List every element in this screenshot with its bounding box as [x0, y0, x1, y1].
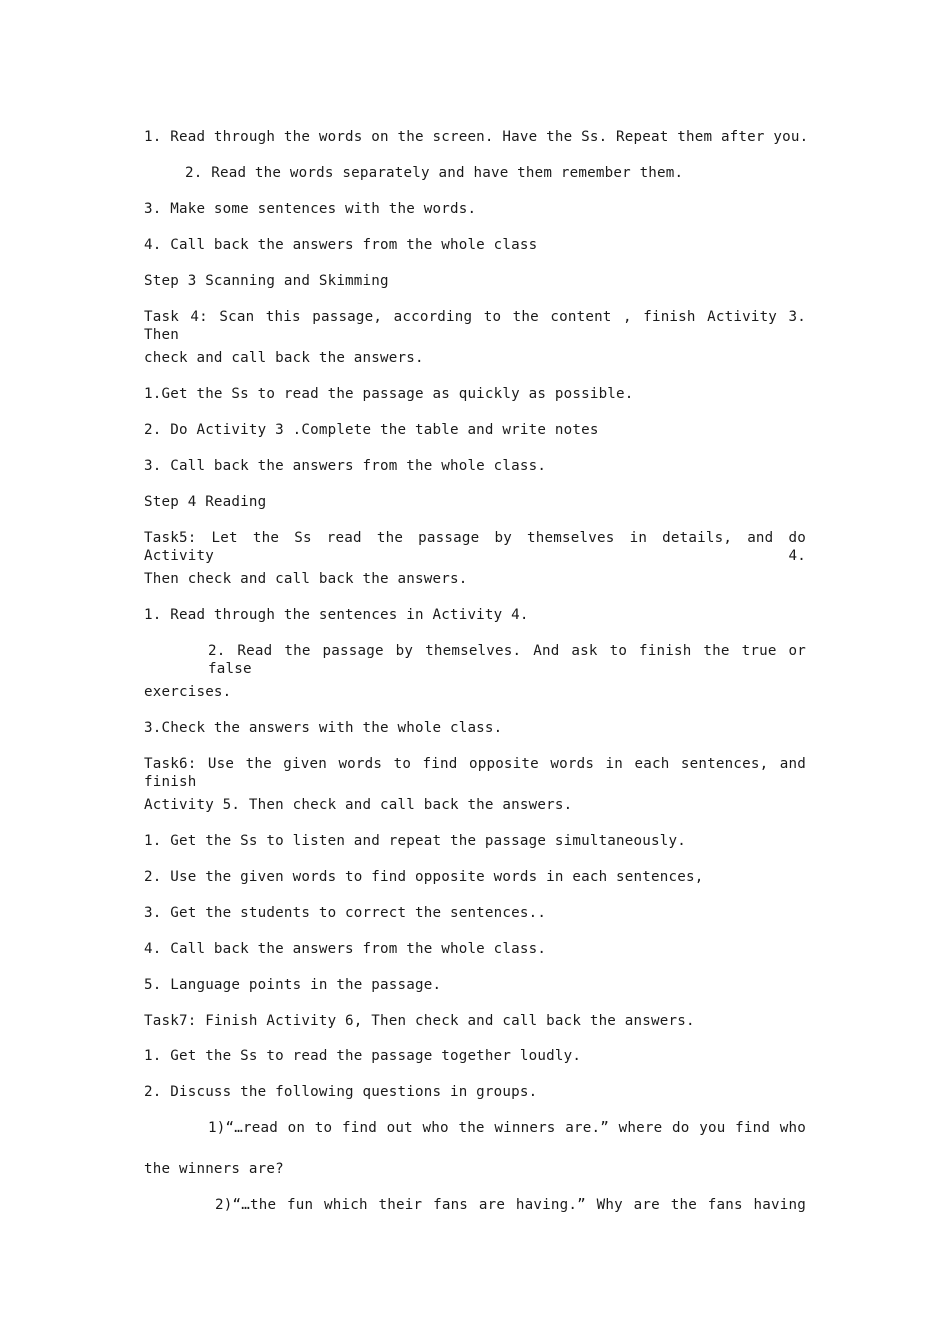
text-line: 2. Do Activity 3 .Complete the table and write notes	[144, 422, 599, 438]
section-heading: Step 3 Scanning and Skimming	[144, 273, 389, 289]
question-line: 2)“…the fun which their fans are having.” Why are the fans having	[215, 1197, 806, 1213]
text-line: 1. Get the Ss to read the passage together loudly.	[144, 1048, 582, 1064]
question-line: 1)“…read on to find out who the winners are.” where do you find who	[208, 1120, 806, 1136]
text-line: 1. Read through the sentences in Activity 4.	[144, 607, 529, 623]
text-line: Activity 5. Then check and call back the answers.	[144, 797, 573, 813]
text-line: 3. Get the students to correct the sentences..	[144, 905, 547, 921]
text-line: 1. Get the Ss to listen and repeat the passage simultaneously.	[144, 833, 686, 849]
task-heading: Task6: Use the given words to find opposite words in each sentences, and finish	[144, 756, 806, 790]
question-line: the winners are?	[144, 1161, 284, 1177]
text-line: 5. Language points in the passage.	[144, 977, 442, 993]
text-line: 3. Make some sentences with the words.	[144, 201, 477, 217]
text-line: 2. Discuss the following questions in groups.	[144, 1084, 538, 1100]
text-line: 3. Call back the answers from the whole class.	[144, 458, 547, 474]
text-line: 2. Read the words separately and have them remember them.	[185, 165, 684, 181]
text-line: Then check and call back the answers.	[144, 571, 468, 587]
task-heading: Task5: Let the Ss read the passage by themselves in details, and do Activity 4.	[144, 530, 806, 564]
section-heading: Step 4 Reading	[144, 494, 267, 510]
text-line: exercises.	[144, 684, 232, 700]
text-line: 1.Get the Ss to read the passage as quickly as possible.	[144, 386, 634, 402]
text-line: 4. Call back the answers from the whole class.	[144, 941, 547, 957]
text-line: 2. Use the given words to find opposite words in each sentences,	[144, 869, 704, 885]
task-heading: Task 4: Scan this passage, according to the content , finish Activity 3. Then	[144, 309, 806, 343]
task-heading: Task7: Finish Activity 6, Then check and call back the answers.	[144, 1013, 695, 1029]
text-line: 2. Read the passage by themselves. And ask to finish the true or false	[208, 643, 806, 677]
text-line: check and call back the answers.	[144, 350, 424, 366]
text-line: 4. Call back the answers from the whole class	[144, 237, 538, 253]
text-line: 1. Read through the words on the screen. Have the Ss. Repeat them after you.	[144, 129, 809, 145]
text-line: 3.Check the answers with the whole class.	[144, 720, 503, 736]
